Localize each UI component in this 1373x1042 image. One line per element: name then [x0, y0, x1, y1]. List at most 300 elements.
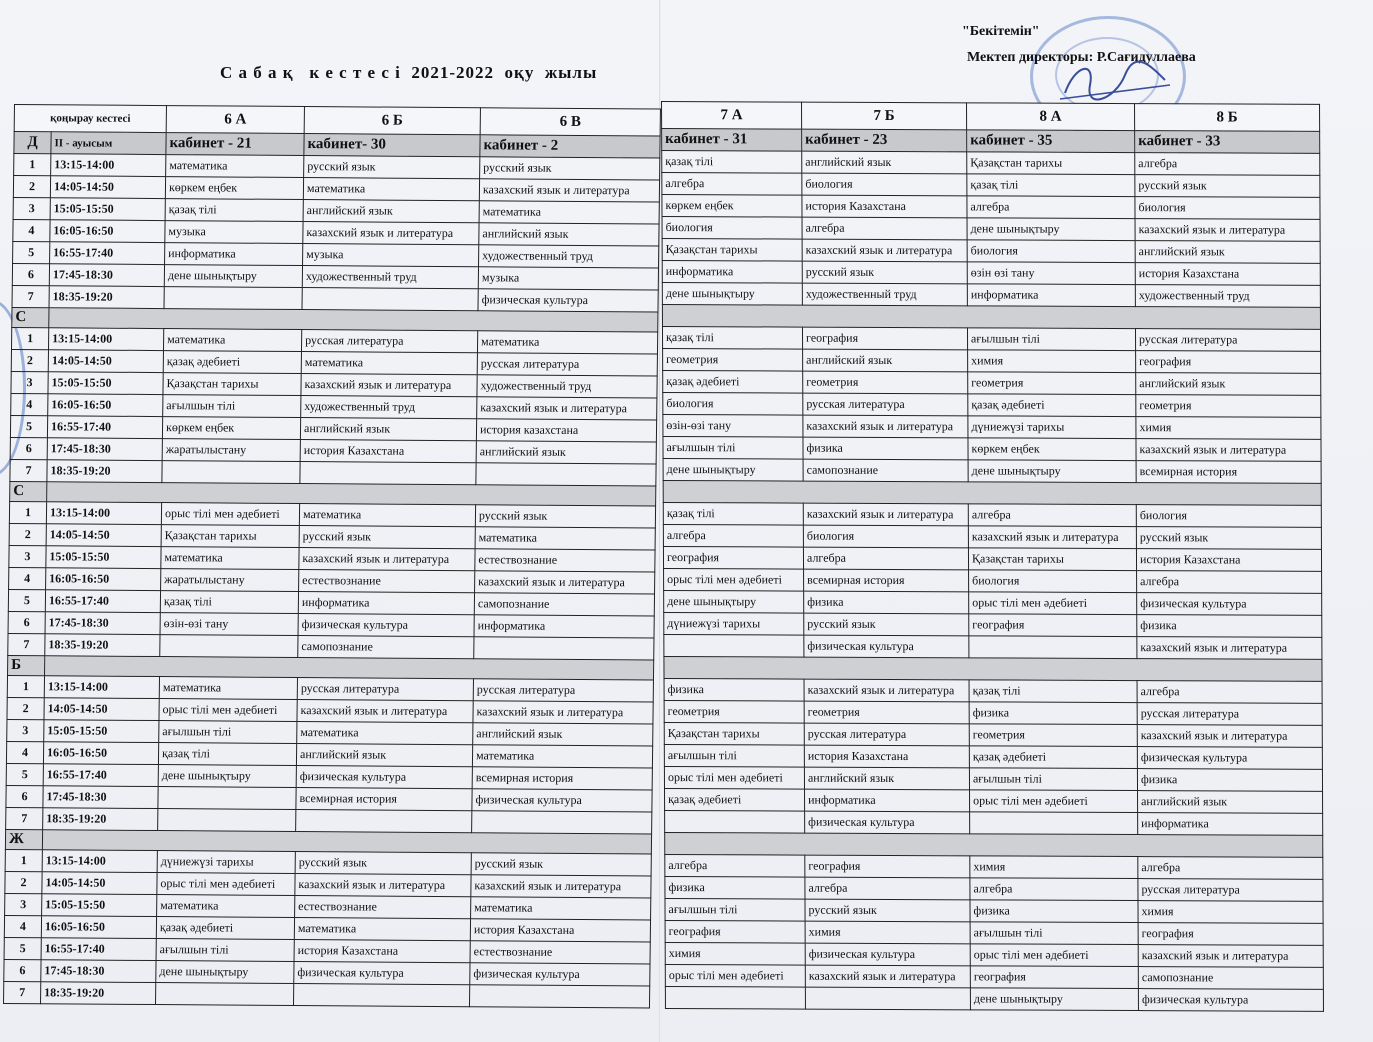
subject-cell: физика [1137, 769, 1322, 792]
lesson-time: 18:35-19:20 [49, 286, 164, 309]
subject-cell: английский язык [803, 349, 968, 372]
subject-cell: английский язык [473, 723, 653, 746]
subject-cell: физическая культура [478, 289, 658, 312]
subject-cell: биология [803, 525, 968, 548]
subject-cell: музыка [165, 221, 303, 244]
subject-cell [474, 637, 654, 660]
shift-header: II - ауысым [51, 132, 166, 155]
lesson-time: 18:35-19:20 [47, 460, 162, 483]
page-title: С а б а қ к е с т е с і 2021-2022 оқу жылы [220, 63, 598, 82]
subject-cell: естествознание [299, 570, 475, 593]
subject-cell: художественный труд [302, 266, 478, 289]
subject-cell: казахский язык и литература [803, 415, 968, 438]
subject-cell: орыс тілі мен әдебиеті [161, 503, 299, 526]
lesson-number: 6 [4, 959, 41, 981]
class-header: 8 А [967, 103, 1135, 131]
subject-cell: биология [1135, 197, 1320, 220]
subject-cell: всемирная история [472, 767, 652, 790]
lesson-number: 3 [5, 893, 42, 915]
table-row [663, 546, 1321, 571]
table-row [664, 744, 1322, 769]
subject-cell [469, 985, 649, 1008]
table-row [662, 195, 1320, 220]
table-row [664, 590, 1322, 615]
lesson-time: 17:45-18:30 [45, 612, 160, 635]
lesson-number: 5 [8, 589, 45, 611]
lesson-time: 14:05-14:50 [42, 872, 157, 895]
lesson-number: 6 [8, 611, 45, 633]
subject-cell [970, 812, 1138, 835]
subject-cell: дене шынықтыру [664, 590, 804, 613]
subject-cell: русский язык [475, 505, 655, 528]
subject-cell: алгебра [1135, 153, 1320, 176]
subject-cell: дүниежүзі тарихы [968, 416, 1136, 439]
class-header: 6 Б [304, 107, 480, 135]
subject-cell: алгебра [665, 854, 805, 877]
subject-cell [160, 635, 298, 658]
subject-cell: казахский язык и литература [475, 571, 655, 594]
subject-cell: қазақ тілі [967, 174, 1135, 197]
table-row [663, 436, 1321, 461]
lesson-time: 14:05-14:50 [44, 698, 159, 721]
lesson-time: 14:05-14:50 [50, 176, 165, 199]
subject-cell: казахский язык и литература [968, 526, 1136, 549]
subject-cell: география [805, 855, 970, 878]
lesson-number: 2 [5, 871, 42, 893]
subject-cell: дене шынықтыру [967, 218, 1135, 241]
room-header: кабинет - 35 [967, 130, 1135, 153]
subject-cell: казахский язык и литература [297, 700, 473, 723]
subject-cell: английский язык [1135, 241, 1320, 264]
subject-cell: казахский язык и литература [301, 374, 477, 397]
lesson-time: 16:55-17:40 [50, 242, 165, 265]
subject-cell: қазақ әдебиеті [664, 788, 804, 811]
lesson-number: 7 [6, 807, 43, 829]
lesson-number: 1 [12, 328, 49, 350]
room-header: кабинет - 23 [802, 129, 967, 152]
subject-cell: өзін-өзі тану [663, 414, 803, 437]
table-row [665, 898, 1323, 923]
subject-cell: жаратылыстану [161, 569, 299, 592]
subject-cell: көркем еңбек [165, 177, 303, 200]
subject-cell: английский язык [300, 418, 476, 441]
lesson-number: 1 [14, 154, 51, 176]
subject-cell: физика [969, 702, 1137, 725]
subject-cell: естествознание [295, 896, 471, 919]
subject-cell: казахский язык и литература [1138, 945, 1323, 968]
subject-cell: Қазақстан тарихы [161, 525, 299, 548]
subject-cell: қазақ әдебиеті [968, 394, 1136, 417]
subject-cell: орыс тілі мен әдебиеті [970, 790, 1138, 813]
subject-cell: химия [1136, 417, 1321, 440]
lesson-time: 16:05-16:50 [50, 220, 165, 243]
subject-cell: математика [477, 331, 657, 354]
lesson-number: 4 [11, 394, 48, 416]
subject-cell: география [970, 966, 1138, 989]
subject-cell: дене шынықтыру [968, 460, 1136, 483]
subject-cell [296, 810, 472, 833]
subject-cell: английский язык [802, 151, 967, 174]
subject-cell: ағылшын тілі [967, 328, 1135, 351]
subject-cell: физическая культура [298, 614, 474, 637]
lesson-time: 18:35-19:20 [41, 982, 156, 1005]
subject-cell: география [663, 546, 803, 569]
subject-cell: математика [297, 722, 473, 745]
subject-cell: русская литература [1138, 879, 1323, 902]
subject-cell: геометрия [663, 348, 803, 371]
subject-cell: алгебра [802, 217, 967, 240]
table-row [663, 458, 1321, 483]
subject-cell: география [665, 920, 805, 943]
schedule-table-left [3, 104, 661, 1009]
subject-cell: қазақ әдебиеті [663, 370, 803, 393]
lesson-number: 3 [13, 198, 50, 220]
subject-cell: английский язык [476, 441, 656, 464]
lesson-number: 1 [5, 849, 42, 871]
subject-cell: казахский язык и литература [805, 965, 970, 988]
lesson-number: 4 [13, 220, 50, 242]
day-separator-row [664, 656, 1322, 681]
subject-cell: история Казахстана [470, 919, 650, 942]
table-row [4, 981, 650, 1008]
subject-cell: химия [968, 350, 1136, 373]
subject-cell: русская литература [473, 679, 653, 702]
subject-cell: биология [967, 240, 1135, 263]
subject-cell: жаратылыстану [162, 439, 300, 462]
approval-label: "Бекітемін" [962, 24, 1040, 39]
subject-cell: математика [472, 745, 652, 768]
subject-cell: казахский язык и литература [479, 179, 659, 202]
subject-cell [162, 461, 300, 484]
lesson-time: 18:35-19:20 [45, 634, 160, 657]
day-column-header: Д [14, 132, 51, 154]
subject-cell: естествознание [475, 549, 655, 572]
subject-cell: русская литература [804, 723, 969, 746]
lesson-number: 2 [11, 350, 48, 372]
subject-cell: русский язык [304, 156, 480, 179]
subject-cell: биология [663, 392, 803, 415]
room-header: кабинет - 21 [166, 133, 304, 156]
subject-cell: геометрия [664, 700, 804, 723]
subject-cell: английский язык [296, 744, 472, 767]
subject-cell [476, 463, 656, 486]
room-header: кабинет - 33 [1135, 131, 1320, 154]
table-row [662, 217, 1320, 242]
subject-cell [665, 810, 805, 833]
subject-cell: ағылшын тілі [663, 436, 803, 459]
lesson-time: 13:15-14:00 [48, 328, 163, 351]
table-row [665, 942, 1323, 967]
subject-cell: ағылшын тілі [156, 939, 294, 962]
lesson-time: 16:55-17:40 [43, 764, 158, 787]
lesson-time: 16:05-16:50 [41, 916, 156, 939]
table-row [662, 239, 1320, 264]
subject-cell: қазақ әдебиеті [163, 351, 301, 374]
lesson-time: 16:55-17:40 [47, 416, 162, 439]
lesson-number: 3 [11, 372, 48, 394]
room-header: кабинет- 30 [304, 134, 480, 157]
subject-cell: алгебра [803, 547, 968, 570]
subject-cell: алгебра [663, 524, 803, 547]
subject-cell: қазақ тілі [662, 151, 802, 174]
director-signature [1055, 55, 1175, 105]
subject-cell: английский язык [479, 223, 659, 246]
subject-cell: музыка [478, 267, 658, 290]
subject-cell: история Казахстана [300, 440, 476, 463]
subject-cell: русская литература [1137, 703, 1322, 726]
subject-cell: русский язык [295, 852, 471, 875]
subject-cell: английский язык [1136, 373, 1321, 396]
class-header: 6 А [166, 106, 304, 134]
subject-cell [664, 634, 804, 657]
subject-cell [969, 636, 1137, 659]
lesson-number: 3 [9, 545, 46, 567]
subject-cell: дене шынықтыру [158, 765, 296, 788]
table-row [664, 678, 1322, 703]
bell-schedule-header: қоңырау кестесі [14, 105, 166, 133]
subject-cell: информатика [1138, 813, 1323, 836]
subject-cell: физика [804, 591, 969, 614]
day-separator-row [665, 832, 1323, 857]
subject-cell: география [802, 327, 967, 350]
subject-cell: биология [969, 570, 1137, 593]
subject-cell: русский язык [1135, 175, 1320, 198]
subject-cell: физика [803, 437, 968, 460]
subject-cell: естествознание [470, 941, 650, 964]
lesson-time: 15:05-15:50 [46, 546, 161, 569]
table-row [665, 964, 1323, 989]
lesson-number: 7 [12, 286, 49, 308]
lesson-number: 4 [6, 741, 43, 763]
lesson-number: 4 [9, 567, 46, 589]
subject-cell: русский язык [1136, 527, 1321, 550]
lesson-time: 17:45-18:30 [47, 438, 162, 461]
subject-cell: казахский язык и литература [1135, 219, 1320, 242]
subject-cell: физическая культура [1138, 989, 1323, 1012]
lesson-time: 17:45-18:30 [41, 960, 156, 983]
subject-cell: физическая культура [1137, 593, 1322, 616]
subject-cell: казахский язык и литература [804, 679, 969, 702]
subject-cell: русская литература [297, 678, 473, 701]
subject-cell: информатика [298, 592, 474, 615]
lesson-number: 2 [13, 176, 50, 198]
subject-cell [300, 462, 476, 485]
table-row [665, 810, 1323, 835]
subject-cell: орыс тілі мен әдебиеті [665, 964, 805, 987]
subject-cell: көркем еңбек [162, 417, 300, 440]
subject-cell: геометрия [804, 701, 969, 724]
subject-cell: всемирная история [1136, 461, 1321, 484]
subject-cell: информатика [967, 284, 1135, 307]
subject-cell: всемирная история [296, 788, 472, 811]
lesson-number: 2 [9, 523, 46, 545]
subject-cell: физика [665, 876, 805, 899]
lesson-time: 13:15-14:00 [44, 676, 159, 699]
subject-cell: өзін өзі тану [967, 262, 1135, 285]
subject-cell [293, 984, 469, 1007]
subject-cell: биология [662, 217, 802, 240]
subject-cell: орыс тілі мен әдебиеті [970, 944, 1138, 967]
subject-cell: ағылшын тілі [664, 744, 804, 767]
class-header: 6 В [480, 108, 660, 136]
subject-cell [158, 787, 296, 810]
subject-cell: геометрия [968, 372, 1136, 395]
table-row [662, 283, 1320, 308]
lesson-time: 14:05-14:50 [48, 350, 163, 373]
subject-cell: русский язык [802, 261, 967, 284]
subject-cell: алгебра [967, 196, 1135, 219]
subject-cell: казахский язык и литература [303, 222, 479, 245]
subject-cell: қазақ тілі [160, 591, 298, 614]
subject-cell: алгебра [1137, 571, 1322, 594]
lesson-time: 18:35-19:20 [43, 808, 158, 831]
subject-cell: самопознание [1138, 967, 1323, 990]
subject-cell [158, 809, 296, 832]
table-row [665, 876, 1323, 901]
subject-cell: художественный труд [802, 283, 967, 306]
subject-cell: қазақ тілі [969, 680, 1137, 703]
subject-cell: казахский язык и литература [1136, 439, 1321, 462]
subject-cell: казахский язык и литература [802, 239, 967, 262]
subject-cell: русский язык [480, 157, 660, 180]
table-row [665, 920, 1323, 945]
subject-cell: ағылшын тілі [665, 898, 805, 921]
subject-cell: физическая культура [805, 943, 970, 966]
lesson-number: 2 [7, 697, 44, 719]
table-row [663, 392, 1321, 417]
subject-cell: казахский язык и литература [1137, 637, 1322, 660]
subject-cell: Қазақстан тарихы [662, 239, 802, 262]
subject-cell: русский язык [299, 526, 475, 549]
director-line: Мектеп директоры: Р.Сағидуллаева [967, 50, 1196, 65]
subject-cell: физическая культура [470, 963, 650, 986]
subject-cell: ағылшын тілі [970, 922, 1138, 945]
subject-cell: самопознание [298, 636, 474, 659]
subject-cell: математика [161, 547, 299, 570]
subject-cell: английский язык [303, 200, 479, 223]
lesson-number: 1 [7, 675, 44, 697]
lesson-number: 7 [4, 981, 41, 1003]
table-row [664, 700, 1322, 725]
subject-cell [302, 288, 478, 311]
lesson-time: 17:45-18:30 [49, 264, 164, 287]
subject-cell: история Казахстана [294, 940, 470, 963]
subject-cell: география [969, 614, 1137, 637]
subject-cell: дене шынықтыру [663, 458, 803, 481]
subject-cell: Қазақстан тарихы [664, 722, 804, 745]
lesson-number: 5 [10, 416, 47, 438]
subject-cell: русский язык [471, 853, 651, 876]
subject-cell: всемирная история [804, 569, 969, 592]
subject-cell: математика [471, 897, 651, 920]
subject-cell: физика [664, 678, 804, 701]
subject-cell: алгебра [662, 173, 802, 196]
subject-cell: химия [970, 856, 1138, 879]
subject-cell: русская литература [301, 330, 477, 353]
subject-cell: информатика [165, 243, 303, 266]
subject-cell: история Казахстана [804, 745, 969, 768]
lesson-time: 15:05-15:50 [48, 372, 163, 395]
subject-cell: орыс тілі мен әдебиеті [664, 766, 804, 789]
subject-cell: орыс тілі мен әдебиеті [159, 699, 297, 722]
table-row [663, 524, 1321, 549]
subject-cell [805, 987, 970, 1010]
class-header: 7 Б [802, 102, 967, 130]
table-row [664, 568, 1322, 593]
lesson-number: 7 [8, 633, 45, 655]
subject-cell: история Казахстана [802, 195, 967, 218]
subject-cell: физика [1137, 615, 1322, 638]
subject-cell: дене шынықтыру [164, 265, 302, 288]
subject-cell: математика [301, 352, 477, 375]
subject-cell: қазақ тілі [662, 327, 802, 350]
subject-cell: математика [475, 527, 655, 550]
table-row [662, 261, 1320, 286]
room-header: кабинет - 31 [662, 129, 802, 152]
room-header: кабинет - 2 [480, 135, 660, 158]
subject-cell: көркем еңбек [662, 195, 802, 218]
subject-cell: история казахстана [476, 419, 656, 442]
subject-cell: қазақ тілі [165, 199, 303, 222]
lesson-number: 6 [6, 785, 43, 807]
subject-cell: алгебра [970, 878, 1138, 901]
lesson-time: 16:05-16:50 [43, 742, 158, 765]
subject-cell: биология [802, 173, 967, 196]
lesson-time: 14:05-14:50 [46, 524, 161, 547]
subject-cell: казахский язык и литература [473, 701, 653, 724]
subject-cell: история Казахстана [1135, 263, 1320, 286]
day-separator-cell [664, 656, 1322, 681]
subject-cell: химия [805, 921, 970, 944]
lesson-number: 6 [10, 437, 47, 459]
lesson-time: 13:15-14:00 [51, 154, 166, 177]
subject-cell: қазақ әдебиеті [969, 746, 1137, 769]
subject-cell: физика [970, 900, 1138, 923]
subject-cell: художественный труд [477, 375, 657, 398]
day-label: Б [8, 655, 45, 675]
lesson-time: 15:05-15:50 [42, 894, 157, 917]
lesson-time: 16:55-17:40 [41, 938, 156, 961]
lesson-number: 1 [9, 501, 46, 523]
subject-cell: химия [665, 942, 805, 965]
subject-cell: дүниежүзі тарихы [664, 612, 804, 635]
subject-cell: биология [1136, 505, 1321, 528]
subject-cell: химия [1138, 901, 1323, 924]
subject-cell: информатика [662, 261, 802, 284]
subject-cell: алгебра [968, 504, 1136, 527]
subject-cell: қазақ әдебиеті [156, 917, 294, 940]
lesson-time: 17:45-18:30 [43, 786, 158, 809]
subject-cell: ағылшын тілі [969, 768, 1137, 791]
day-label: Ж [5, 829, 42, 849]
table-row [664, 634, 1322, 659]
subject-cell: математика [303, 178, 479, 201]
subject-cell: ағылшын тілі [163, 395, 301, 418]
subject-cell: көркем еңбек [968, 438, 1136, 461]
subject-cell [665, 986, 805, 1009]
subject-cell: русский язык [805, 899, 970, 922]
table-row [663, 348, 1321, 373]
subject-cell: художественный труд [301, 396, 477, 419]
table-row [662, 173, 1320, 198]
lesson-time: 15:05-15:50 [50, 198, 165, 221]
subject-cell: математика [299, 504, 475, 527]
subject-cell: физическая культура [472, 789, 652, 812]
subject-cell: русская литература [1135, 329, 1320, 352]
subject-cell [164, 287, 302, 310]
lesson-number: 6 [12, 264, 49, 286]
subject-cell: геометрия [1136, 395, 1321, 418]
